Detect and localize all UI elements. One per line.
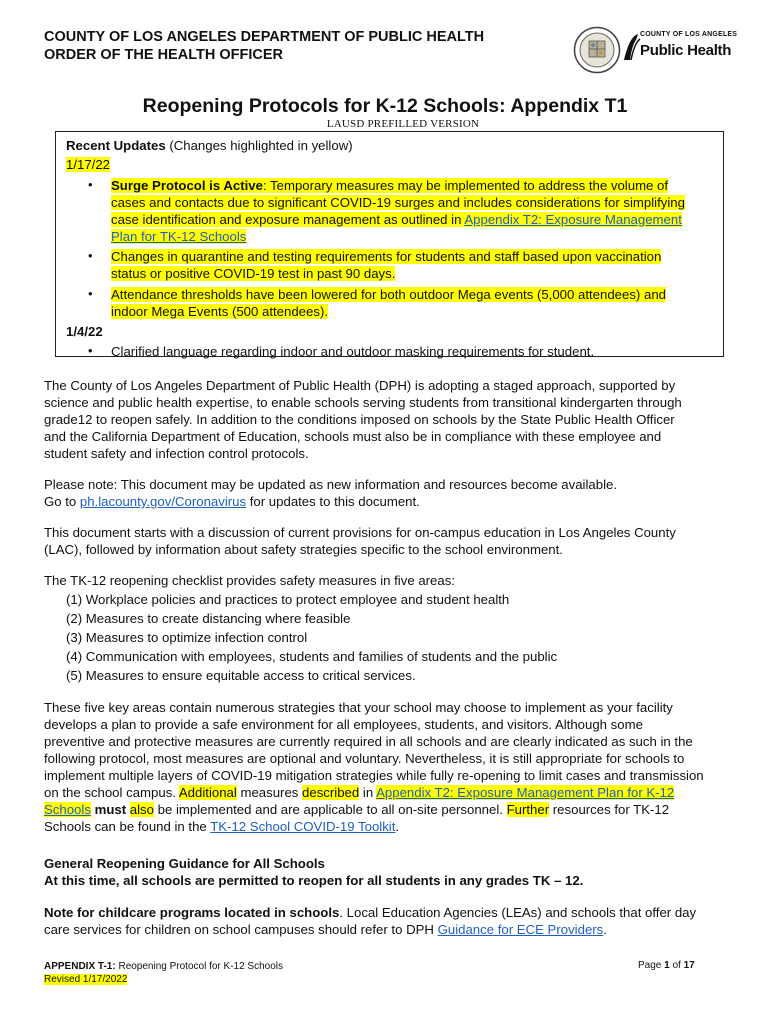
footer-revised: Revised 1/17/2022 bbox=[44, 974, 128, 985]
list-item: (4) Communication with employees, students and families of students and the public bbox=[66, 649, 558, 664]
header-line-2: ORDER OF THE HEALTH OFFICER bbox=[44, 47, 283, 63]
update-bullet-1-line-4 bbox=[111, 228, 246, 245]
update-bullet-1-text-1: : Temporary measures may be implemented to address the volume of bbox=[262, 178, 669, 193]
list-item: (3) Measures to optimize infection control bbox=[66, 630, 308, 645]
update-bullet-2-line-1: Changes in quarantine and testing requirements for students and staff based upon vaccination bbox=[111, 249, 662, 264]
updates-heading bbox=[66, 137, 353, 154]
update-bullet-3-line-2: indoor Mega Events (500 attendees). bbox=[111, 304, 328, 319]
childcare-note-line-2: care services for children on school campuses should refer to DPH Guidance for ECE Providers. bbox=[44, 922, 607, 937]
general-guidance-heading: General Reopening Guidance for All Schools bbox=[44, 856, 325, 871]
surge-protocol-label: Surge Protocol is Active bbox=[111, 178, 263, 193]
list-item: (5) Measures to ensure equitable access to critical services. bbox=[66, 668, 416, 683]
updates-heading-note: (Changes highlighted in yellow) bbox=[169, 138, 353, 153]
update-bullet-4: Clarified language regarding indoor and outdoor masking requirements for student. bbox=[111, 344, 595, 359]
coronavirus-site-link[interactable]: ph.lacounty.gov/Coronavirus bbox=[79, 494, 247, 509]
footer-appendix-label: APPENDIX T-1: bbox=[44, 961, 116, 972]
page-title: Reopening Protocols for K-12 Schools: Appendix T1 bbox=[142, 95, 628, 117]
list-item: (1) Workplace policies and practices to protect employee and student health bbox=[66, 592, 510, 607]
update-bullet-1-line-2: cases and contacts due to significant COVID-19 surges and includes considerations for simplifying bbox=[111, 195, 685, 210]
logo-county-text: COUNTY OF LOS ANGELES bbox=[640, 31, 738, 38]
list-item: (2) Measures to create distancing where feasible bbox=[66, 611, 351, 626]
page-number: Page 1 of 17 bbox=[638, 960, 695, 971]
childcare-note-line-1: Note for childcare programs located in schools. Local Education Agencies (LEAs) and schools that offer day bbox=[44, 905, 697, 920]
footer-left bbox=[44, 960, 283, 986]
update-bullet-1-line-1 bbox=[111, 177, 714, 194]
update-bullet-3-line-1: Attendance thresholds have been lowered for both outdoor Mega events (5,000 attendees) and bbox=[111, 287, 666, 302]
appendix-t2-plan-link[interactable]: Appendix T2: Exposure Management Plan for K-12 bbox=[376, 785, 675, 800]
general-guidance-text: At this time, all schools are permitted to reopen for all students in any grades TK – 12. bbox=[44, 873, 584, 888]
bullet-icon: • bbox=[88, 343, 93, 358]
update-date-1 bbox=[66, 156, 110, 173]
appendix-t2-link[interactable]: Appendix T2: Exposure Management bbox=[464, 212, 682, 227]
ece-guidance-link[interactable]: Guidance for ECE Providers bbox=[437, 922, 604, 937]
update-bullet-2-line-2: status or positive COVID-19 test in past 90 days. bbox=[111, 266, 396, 281]
toolkit-link[interactable]: TK-12 School COVID-19 Toolkit bbox=[210, 819, 396, 834]
document-header bbox=[44, 28, 484, 64]
footer-appendix-text: Reopening Protocol for K-12 Schools bbox=[115, 961, 284, 972]
updates-heading-bold: Recent Updates bbox=[66, 138, 166, 153]
update-date-1-text: 1/17/22 bbox=[66, 157, 110, 172]
appendix-t2-link-cont[interactable]: Plan for TK-12 Schools bbox=[111, 229, 247, 244]
bullet-icon: • bbox=[88, 286, 93, 301]
update-date-2: 1/4/22 bbox=[66, 324, 103, 339]
county-seal-icon bbox=[573, 26, 621, 74]
bullet-icon: • bbox=[88, 248, 93, 263]
bullet-icon: • bbox=[88, 177, 93, 192]
logo-public-health-text: Public Health bbox=[640, 42, 732, 59]
update-bullet-1-line-3: case identification and exposure management as outlined in Appendix T2: Exposure Management bbox=[111, 212, 682, 227]
appendix-t2-plan-link-cont[interactable]: Schools bbox=[44, 802, 91, 817]
page-subtitle: LAUSD PREFILLED VERSION bbox=[326, 118, 480, 130]
header-line-1: COUNTY OF LOS ANGELES DEPARTMENT OF PUBLIC HEALTH bbox=[44, 29, 485, 45]
